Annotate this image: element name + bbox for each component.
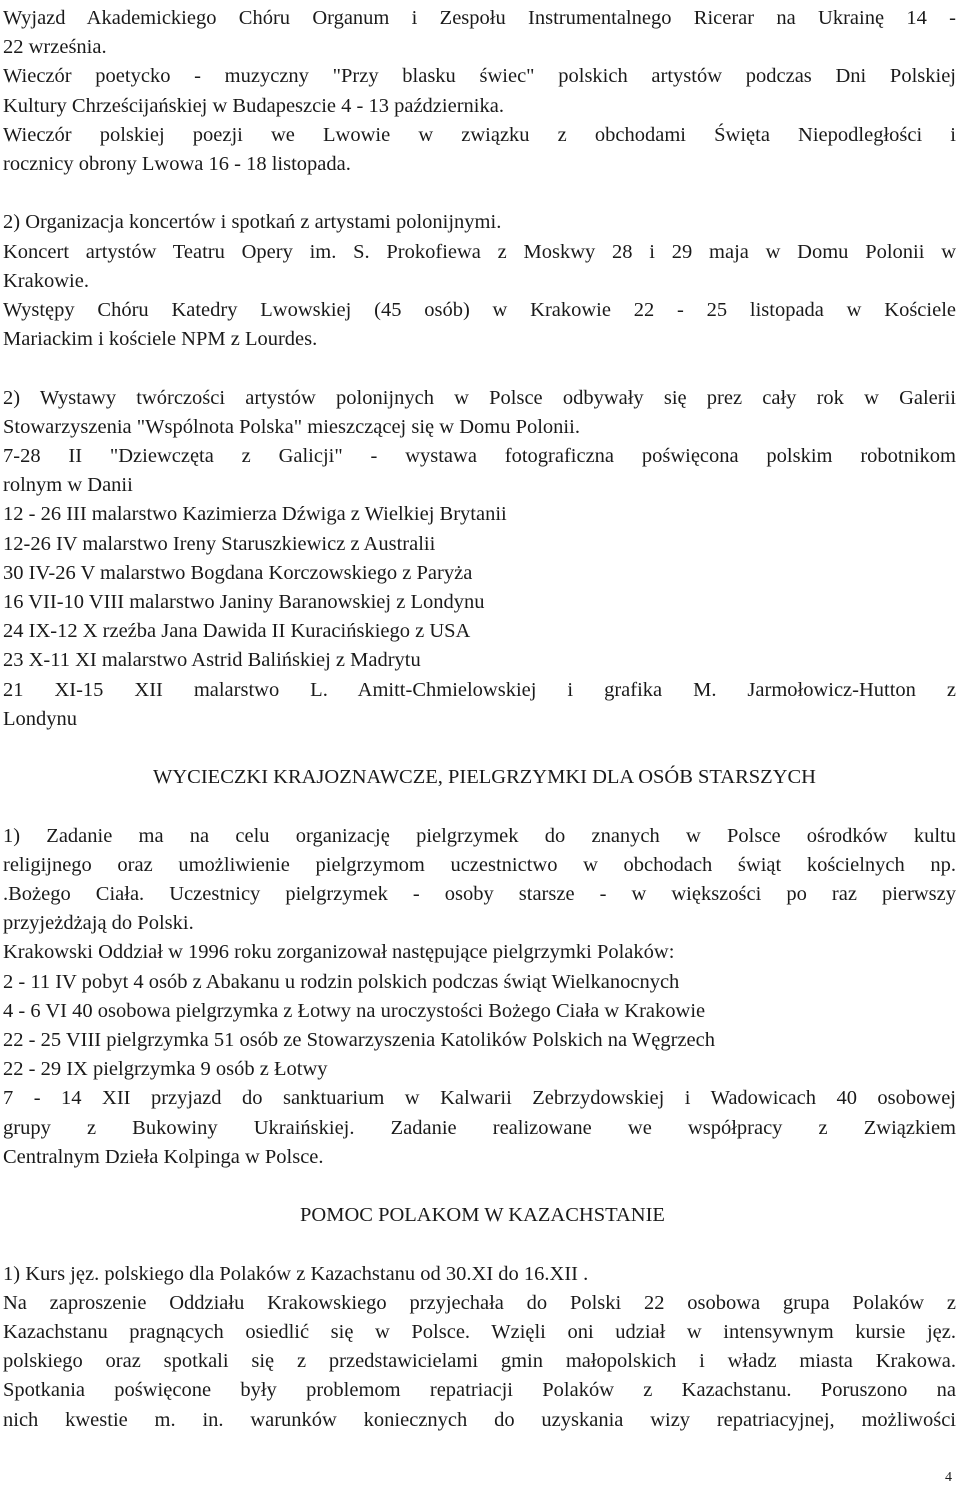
text-line: 22 - 25 VIII pielgrzymka 51 osób ze Stowarzyszenia Katolików Polskich na Węgrzech — [3, 1029, 715, 1052]
text-line: 12 - 26 III malarstwo Kazimierza Dźwiga z Wielkiej Brytanii — [3, 503, 507, 526]
paragraph-exhibitions — [3, 384, 956, 734]
text-line: rocznicy obrony Lwowa 16 - 18 listopada. — [3, 153, 351, 176]
text-line: 21 XI-15 XII malarstwo L. Amitt-Chmielowskiej i grafika M. Jarmołowicz-Hutton z — [3, 678, 956, 701]
spacer — [3, 1172, 956, 1201]
text-line: 7 - 14 XII przyjazd do sanktuarium w Kalwarii Zebrzydowskiej i Wadowicach 40 osobowej — [3, 1087, 956, 1110]
document-page — [3, 4, 956, 1435]
text-line: grupy z Bukowiny Ukraińskiej. Zadanie realizowane we współpracy z Związkiem — [3, 1116, 956, 1139]
text-line: 24 IX-12 X rzeźba Jana Dawida II Kuracińskiego z USA — [3, 620, 471, 643]
text-line: 12-26 IV malarstwo Ireny Staruszkiewicz z Australii — [3, 532, 436, 555]
spacer — [3, 1230, 956, 1259]
text-line: polskiego oraz spotkali się z przedstawicielami gmin małopolskich i władz miasta Krakowa. — [3, 1350, 956, 1373]
text-line: nich kwestie m. in. warunków koniecznych do uzyskania wizy repatriacyjnej, możliwości — [3, 1408, 956, 1431]
text-line: Występy Chóru Katedry Lwowskiej (45 osób) w Krakowie 22 - 25 listopada w Kościele — [3, 299, 956, 322]
paragraph-concerts — [3, 208, 956, 354]
text-line: 1) Kurs jęz. polskiego dla Polaków z Kazachstanu od 30.XI do 16.XII . — [3, 1262, 589, 1285]
text-line: 22 września. — [3, 36, 107, 59]
section-heading-kazakhstan: POMOC POLAKOM W KAZACHSTANIE — [300, 1204, 665, 1227]
text-line: 23 X-11 XI malarstwo Astrid Balińskiej z Madrytu — [3, 649, 421, 672]
page-number: 4 — [945, 1470, 952, 1485]
text-line: Wyjazd Akademickiego Chóru Organum i Zespołu Instrumentalnego Ricerar na Ukrainę 14 - — [3, 7, 956, 29]
text-line: Stowarzyszenia "Wspólnota Polska" mieszczącej się w Domu Polonii. — [3, 415, 580, 438]
text-line: Kazachstanu pragnących osiedlić się w Polsce. Wzięli oni udział w intensywnym kursie jęz. — [3, 1321, 956, 1344]
paragraph-kazakhstan — [3, 1260, 956, 1435]
text-line: Na zaproszenie Oddziału Krakowskiego przyjechała do Polski 22 osobowa grupa Polaków z — [3, 1291, 956, 1314]
text-line: 22 - 29 IX pielgrzymka 9 osób z Łotwy — [3, 1058, 328, 1081]
paragraph-trips — [3, 4, 956, 179]
text-line: religijnego oraz umożliwienie pielgrzymom uczestnictwo w obchodach świąt kościelnych np. — [3, 853, 956, 876]
text-line: Centralnym Dzieła Kolpinga w Polsce. — [3, 1145, 324, 1168]
spacer — [3, 179, 956, 208]
text-line: rolnym w Danii — [3, 474, 133, 497]
text-line: Krakowski Oddział w 1996 roku zorganizował następujące pielgrzymki Polaków: — [3, 941, 675, 964]
text-line: 2) Wystawy twórczości artystów polonijnych w Polsce odbywały się prez cały rok w Galerii — [3, 386, 956, 409]
text-line: Londynu — [3, 707, 78, 730]
text-line: Koncert artystów Teatru Opery im. S. Prokofiewa z Moskwy 28 i 29 maja w Domu Polonii w — [3, 240, 956, 263]
text-line: 4 - 6 VI 40 osobowa pielgrzymka z Łotwy na uroczystości Bożego Ciała w Krakowie — [3, 999, 706, 1022]
text-line: 16 VII-10 VIII malarstwo Janiny Baranowskiej z Londynu — [3, 591, 485, 614]
text-line: 2 - 11 IV pobyt 4 osób z Abakanu u rodzin polskich podczas świąt Wielkanocnych — [3, 970, 680, 993]
spacer — [3, 792, 956, 821]
spacer — [3, 734, 956, 763]
spacer — [3, 354, 956, 383]
section-heading-pilgrimages: WYCIECZKI KRAJOZNAWCZE, PIELGRZYMKI DLA OSÓB STARSZYCH — [153, 766, 816, 789]
text-line: 2) Organizacja koncertów i spotkań z artystami polonijnymi. — [3, 211, 502, 234]
text-line: 30 IV-26 V malarstwo Bogdana Korczowskiego z Paryża — [3, 561, 473, 584]
text-line: 1) Zadanie ma na celu organizację pielgrzymek do znanych w Polsce ośrodków kultu — [3, 824, 956, 847]
text-line: przyjeżdżają do Polski. — [3, 912, 194, 935]
paragraph-pilgrimages — [3, 822, 956, 1172]
text-line: .Bożego Ciała. Uczestnicy pielgrzymek - osoby starsze - w większości po raz pierwszy — [3, 883, 956, 906]
text-line: Kultury Chrześcijańskiej w Budapeszcie 4 - 13 października. — [3, 94, 504, 117]
text-line: Mariackim i kościele NPM z Lourdes. — [3, 328, 318, 351]
text-line: Krakowie. — [3, 269, 89, 292]
text-line: Wieczór polskiej poezji we Lwowie w związku z obchodami Święta Niepodległości i — [3, 123, 956, 146]
text-line: Spotkania poświęcone były problemom repatriacji Polaków z Kazachstanu. Poruszono na — [3, 1379, 956, 1402]
text-line: 7-28 II "Dziewczęta z Galicji" - wystawa fotograficzna poświęcona polskim robotnikom — [3, 445, 956, 468]
text-line: Wieczór poetycko - muzyczny "Przy blasku świec" polskich artystów podczas Dni Polskiej — [3, 65, 956, 88]
